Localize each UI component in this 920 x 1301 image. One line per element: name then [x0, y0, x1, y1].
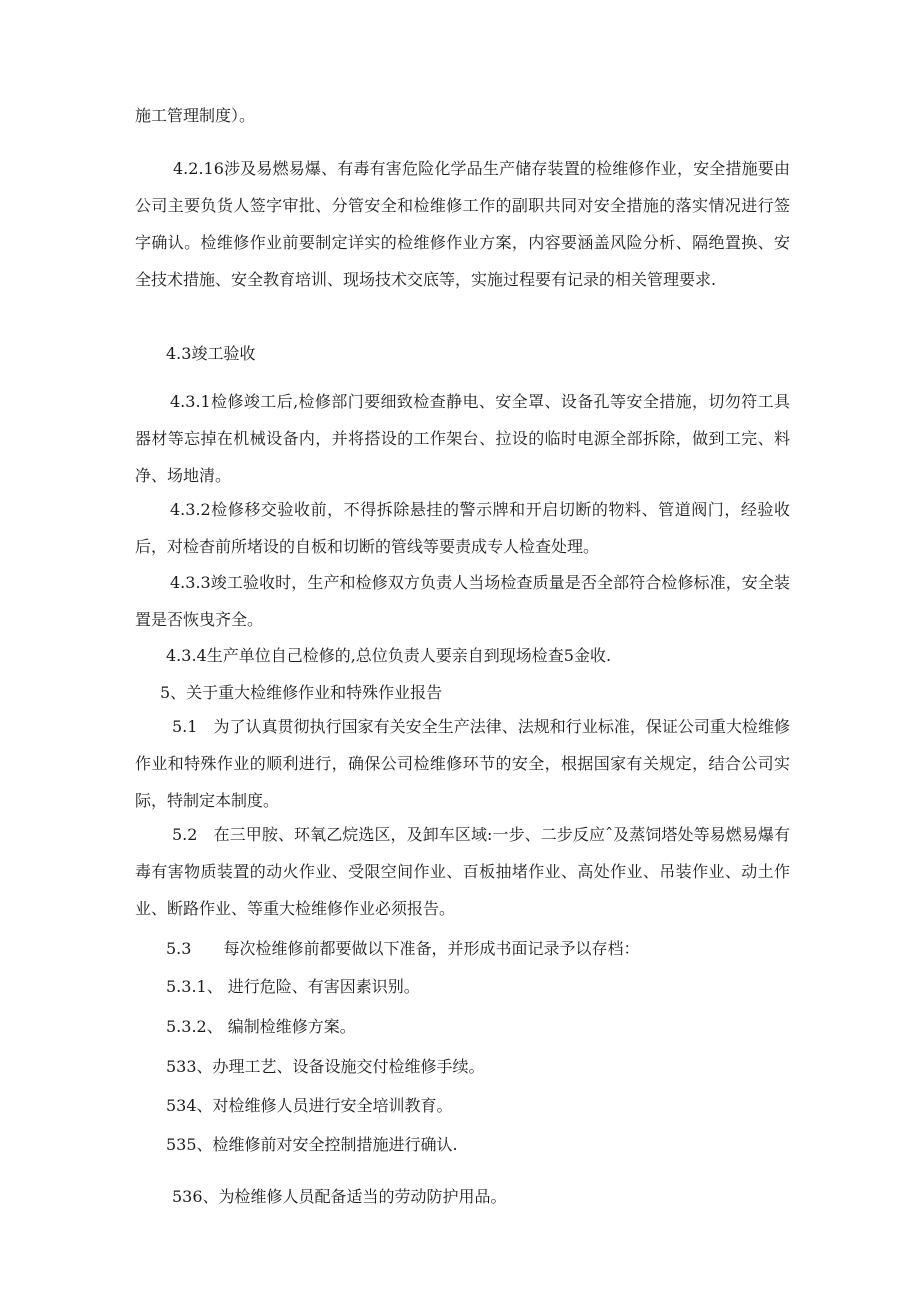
paragraph-4-3-3: 4.3.3竣工验收时，生产和检修双方负责人当场检查质量是否全部符合检修标准，安全装置是否恢曳齐全。	[135, 573, 790, 629]
paragraph-533: 533、办理工艺、设备设施交付检维修手续。	[166, 1057, 485, 1076]
paragraph-535: 535、检维修前对安全控制措施进行确认.	[166, 1135, 458, 1154]
paragraph-4-3-2: 4.3.2检修移交验收前，不得拆除悬挂的警示牌和开启切断的物料、管道阀门，经验收后，对检杳前所堵设的自板和切断的管线等要责成专人检查处理。	[135, 500, 790, 556]
paragraph-5-3-1: 5.3.1、 进行危险、有害因素识别。	[166, 977, 420, 996]
paragraph-5-1: 5.1 为了认真贯彻执行国家有关安全生产法律、法规和行业标准，保证公司重大检维修作业和特殊作业的顺利进行，确保公司检维修环节的安全，根据国家有关规定，结合公司实际，特制定本制度。	[135, 717, 790, 810]
paragraph-0: 施工管理制度）。	[135, 106, 256, 125]
paragraph-4-3-4: 4.3.4生产单位自己检修的,总位负责人要亲自到现场检查5金收.	[166, 646, 612, 665]
paragraph-5-3-2: 5.3.2、 编制检维修方案。	[166, 1017, 356, 1036]
heading-4-3: 4.3竣工验收	[166, 344, 256, 363]
paragraph-4-2-16: 4.2.16涉及易燃易爆、有毒有害危险化学品生产储存装置的检维修作业，安全措施要由公司主要负货人签字审批、分管安全和检维修工作的副职共同对安全措施的落实情况进行签字确认。检维修作业前要制定详实的检维修作业方案，内容要涵盖风险分析、隔绝置换、安全技术措施、安全教育培训、现场技术交底等，实施过程要有记录的相关管理要求.	[135, 159, 790, 289]
paragraph-5-3: 5.3 每次检维修前都要做以下准备，并形成书面记录予以存档：	[166, 939, 640, 958]
paragraph-5-2: 5.2 在三甲胺、环氧乙烷选区，及卸车区域:一步、二步反应ˆ及蒸饲塔处等易燃易爆有毒有害物质装置的动火作业、受限空间作业、百板抽堵作业、高处作业、吊装作业、动土作业、断路作业、等重大检维修作业必须报告。	[135, 825, 790, 918]
paragraph-536: 536、为检维修人员配备适当的劳动防护用品。	[172, 1187, 507, 1206]
paragraph-4-3-1: 4.3.1检修竣工后,检修部门要细致检查静电、安全罩、设备孔等安全措施，切勿符工具器材等忘掉在机械设备内，并将搭设的工作架台、拉设的临时电源全部拆除，做到工完、料净、场地清。	[135, 392, 790, 485]
paragraph-534: 534、对检维修人员进行安全培训教育。	[166, 1096, 453, 1115]
heading-5: 5、关于重大检维修作业和特殊作业报告	[160, 683, 443, 702]
